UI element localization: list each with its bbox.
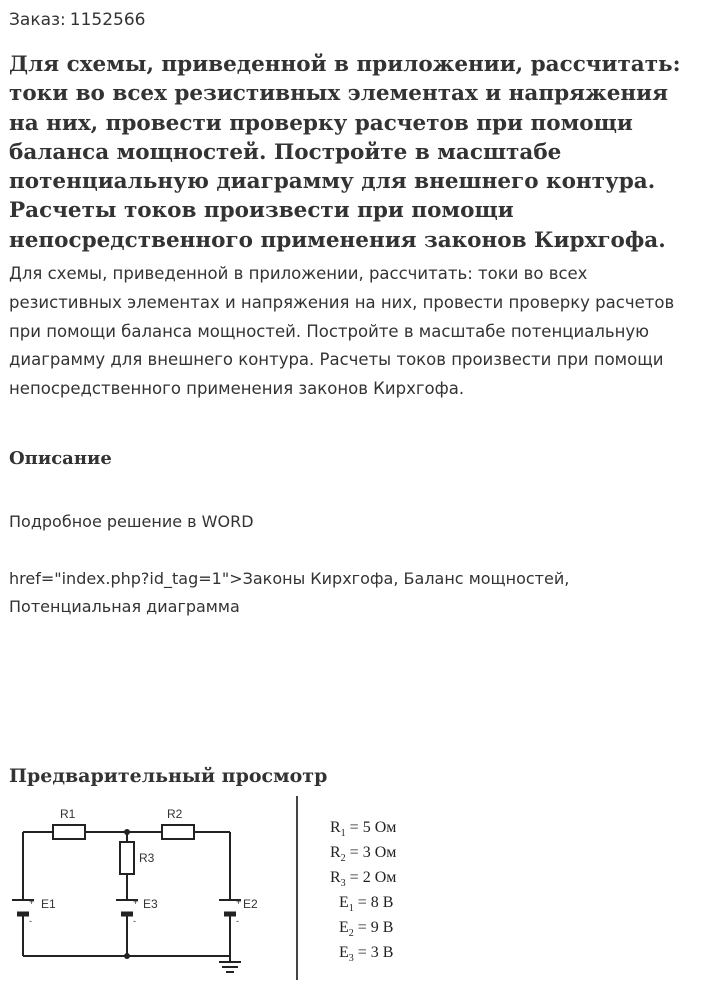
resistor-r1 xyxy=(53,825,85,839)
e2-minus-sign: - xyxy=(236,916,239,926)
page-title: Для схемы, приведенной в приложении, рассчитать: токи во всех резистивных элементах и напряжения на них, провести проверку расчетов при помощи баланса мощностей. Постройте в масштабе потенциальную диаграмму для внешнего контура. Расчеты токов произвести при помощи непосредственного применения законов Кирхгофа. xyxy=(9,52,681,253)
order-label: Заказ: xyxy=(9,10,66,30)
e3-plus-sign: + xyxy=(133,897,139,907)
param-e3: $E_3 = 3$ В xyxy=(339,944,394,964)
circuit-diagram xyxy=(0,790,701,989)
label-r1: R1 xyxy=(60,807,76,821)
description-tags: href="index.php?id_tag=1">Законы Кирхгофа, Баланс мощностей, Потенциальная диаграмма xyxy=(9,569,570,616)
label-e2: E2 xyxy=(243,897,258,911)
order-line xyxy=(9,10,146,30)
junction-node xyxy=(124,829,130,835)
param-r2: $R_2 = 3$ Ом xyxy=(330,844,397,864)
label-r2: R2 xyxy=(167,807,183,821)
param-r3: $R_3 = 2$ Ом xyxy=(330,869,397,889)
e2-plus-sign: + xyxy=(236,897,242,907)
preview-image xyxy=(0,790,701,989)
param-e2: $E_2 = 9$ В xyxy=(339,919,394,939)
label-e3: E3 xyxy=(143,897,158,911)
resistor-r3 xyxy=(120,842,134,874)
task-text: Для схемы, приведенной в приложении, рассчитать: токи во всех резистивных элементах и напряжения на них, провести проверку расчетов при помощи баланса мощностей. Постройте в масштабе потенциальную диаграмму для внешнего контура. Расчеты токов произвести при помощи непосредственного применения законов Кирхгофа. xyxy=(9,264,675,399)
ground-icon xyxy=(219,962,241,972)
preview-heading: Предварительный просмотр xyxy=(9,765,328,787)
description-heading: Описание xyxy=(9,448,112,469)
junction-node xyxy=(124,953,130,959)
label-r3: R3 xyxy=(139,851,155,865)
resistor-r2 xyxy=(162,825,194,839)
label-e1: E1 xyxy=(41,897,56,911)
param-e1: $E_1 = 8$ В xyxy=(339,894,394,914)
param-r1: $R_1 = 5$ Ом xyxy=(330,819,397,839)
e1-minus-sign: - xyxy=(29,916,32,926)
e1-plus-sign: + xyxy=(29,897,35,907)
e3-minus-sign: - xyxy=(133,916,136,926)
description-text: Подробное решение в WORD xyxy=(9,512,254,531)
order-number: 1152566 xyxy=(69,10,146,30)
